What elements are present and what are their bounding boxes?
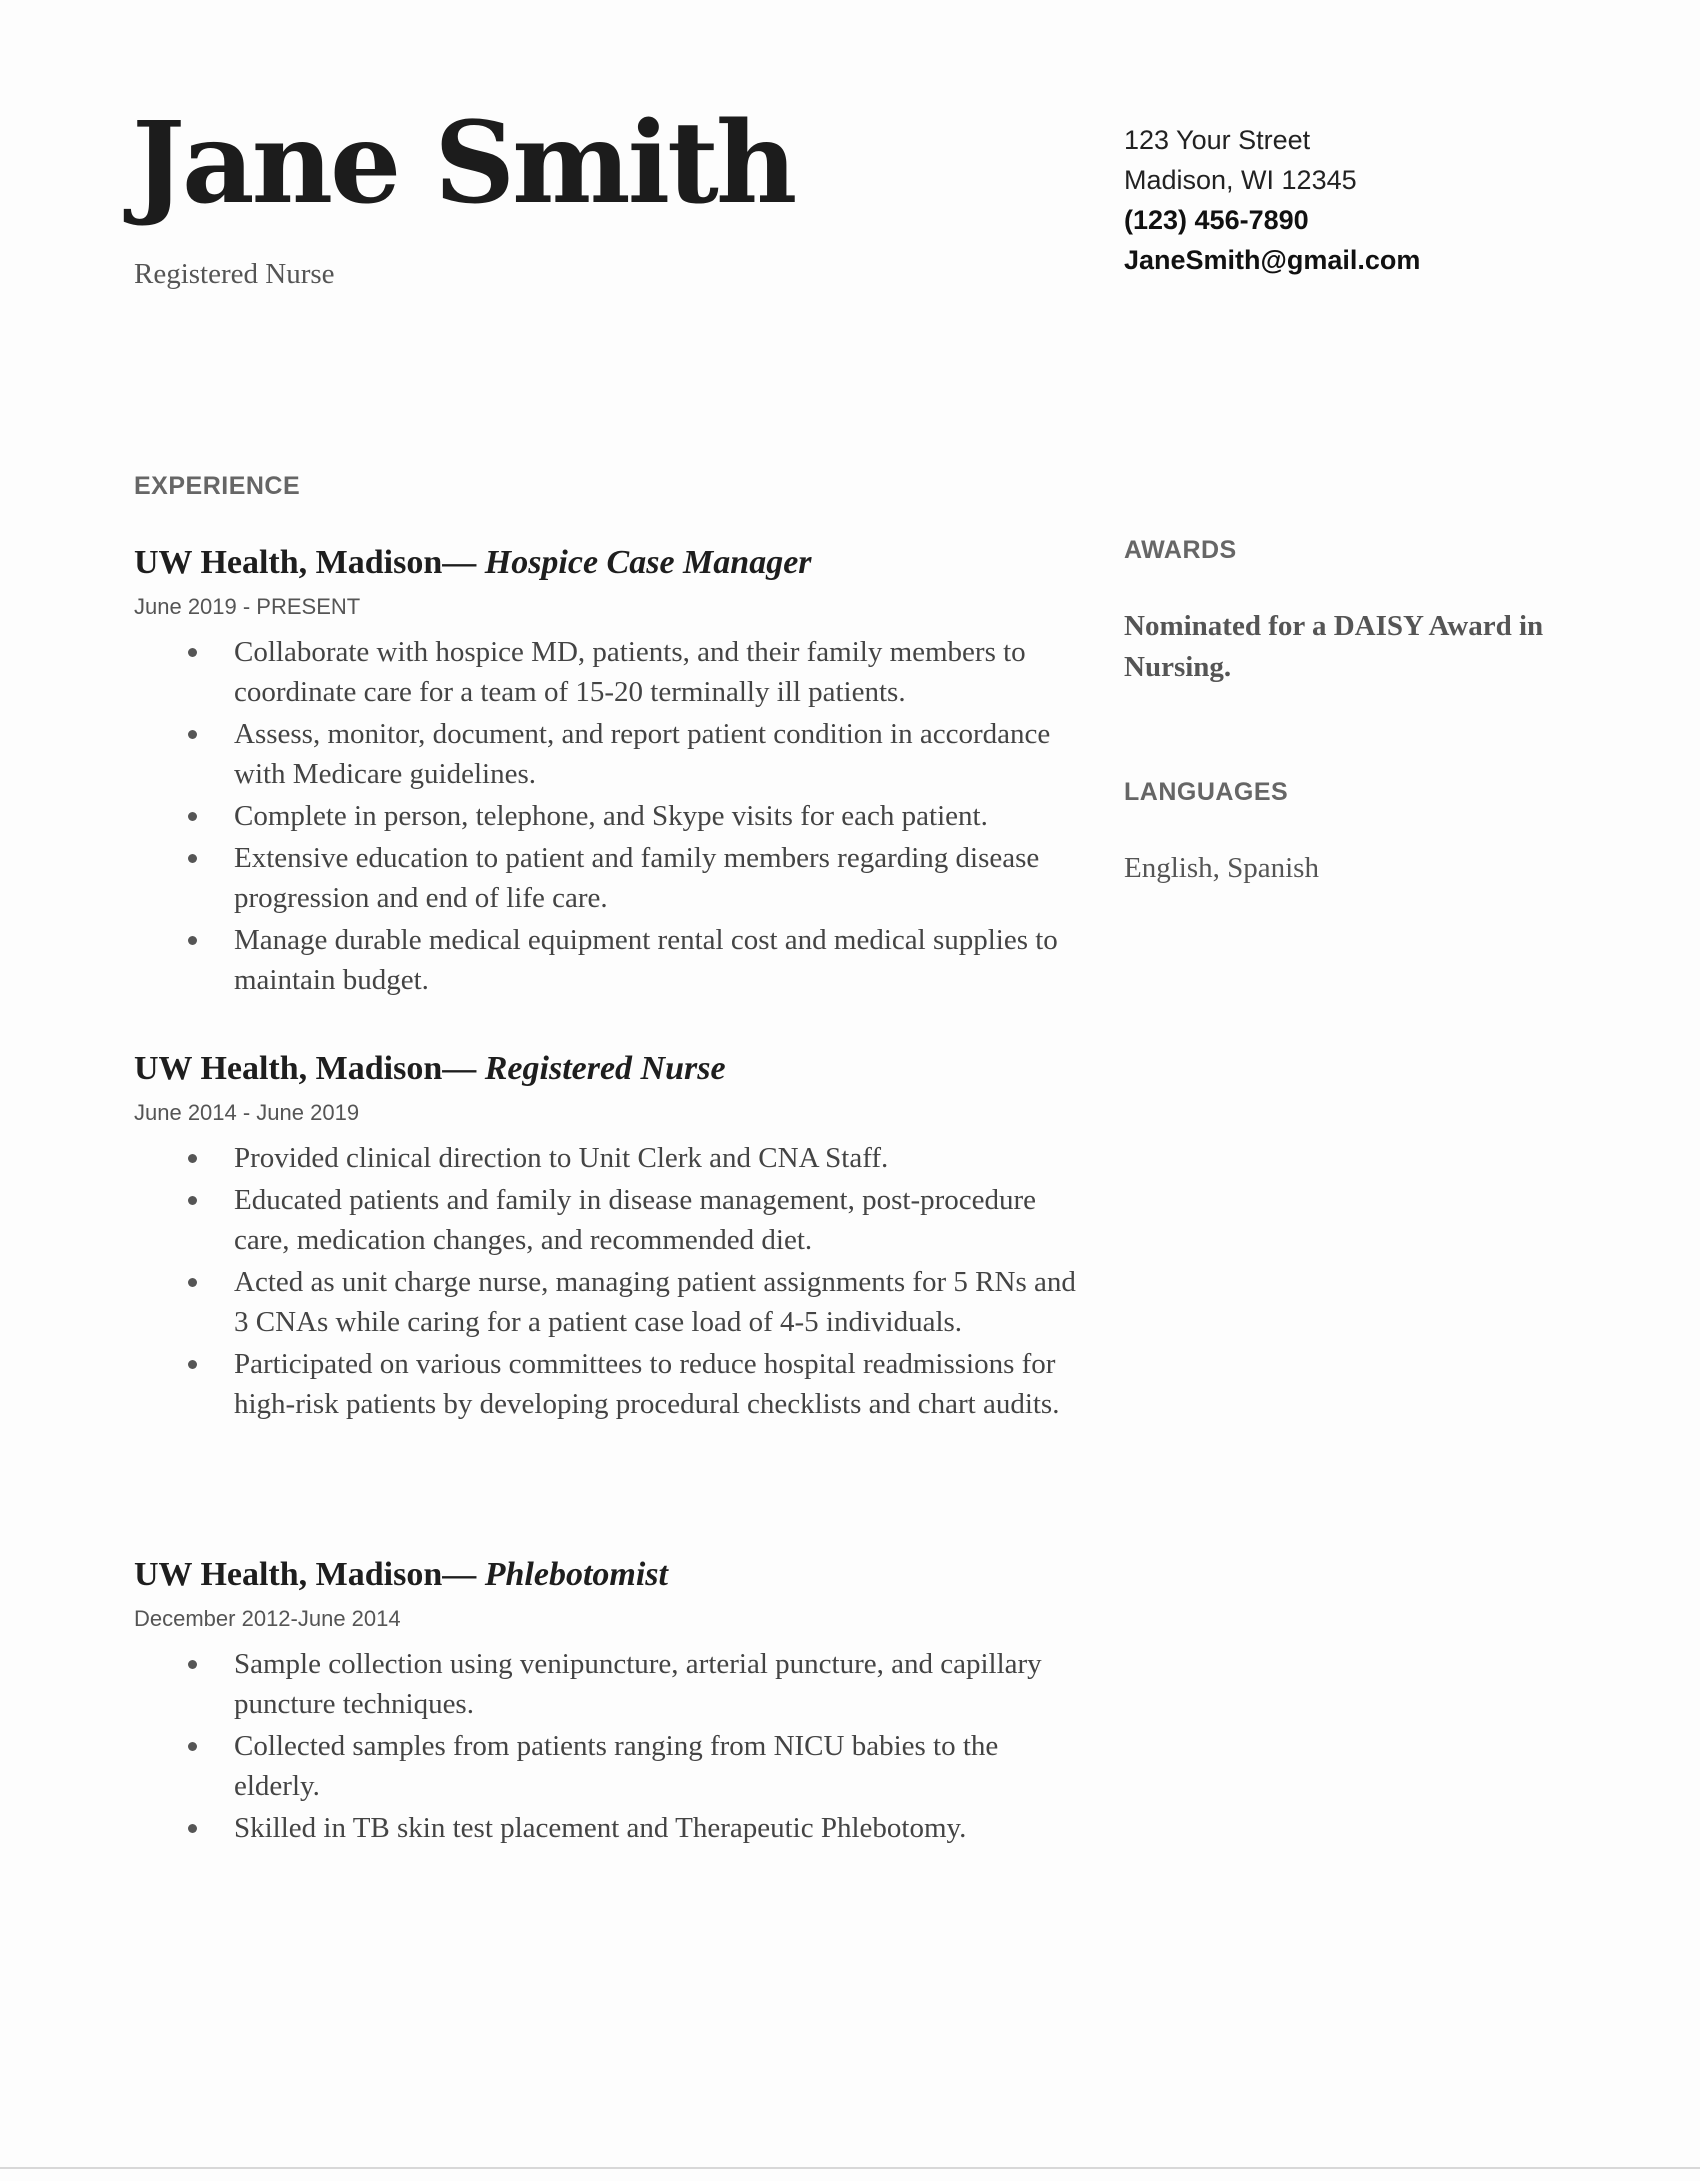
bullet-icon [188,730,197,739]
bullet-text: Complete in person, telephone, and Skype visits for each patient. [234,800,988,832]
list-item [134,1808,1084,1848]
list-item [134,632,1084,712]
contact-info [1124,120,1420,280]
job-bullets [134,632,1094,1000]
list-item [134,1344,1084,1424]
job-entry-phlebotomist [134,1556,1094,1850]
bullet-icon [188,1278,197,1287]
employer-name: UW Health, Madison— [134,1556,477,1593]
bullet-text: Acted as unit charge nurse, managing patient assignments for 5 RNs and 3 CNAs while caring for a patient case load of 4-5 individuals. [234,1266,1076,1338]
job-role: Phlebotomist [484,1556,668,1593]
job-entry-hospice [134,544,1094,1002]
candidate-title: Registered Nurse [134,258,335,290]
awards-heading: AWARDS [1124,536,1237,564]
bullet-icon [188,1824,197,1833]
bullet-icon [188,648,197,657]
list-item [134,838,1084,918]
address-line-1: 123 Your Street [1124,125,1311,155]
bullet-icon [188,1742,197,1751]
employer-name: UW Health, Madison— [134,544,477,581]
job-dates: June 2014 - June 2019 [134,1100,360,1125]
bullet-icon [188,1196,197,1205]
bullet-icon [188,1360,197,1369]
employer-name: UW Health, Madison— [134,1050,477,1087]
list-item [134,714,1084,794]
bullet-text: Extensive education to patient and family members regarding disease progression and end of life care. [234,842,1040,914]
list-item [134,1262,1084,1342]
bullet-text: Skilled in TB skin test placement and Therapeutic Phlebotomy. [234,1812,967,1844]
bullet-text: Participated on various committees to reduce hospital readmissions for high-risk patients by developing procedural checklists and chart audits. [234,1348,1060,1420]
bullet-text: Collaborate with hospice MD, patients, and their family members to coordinate care for a team of 15-20 terminally ill patients. [234,636,1026,708]
languages-heading: LANGUAGES [1124,778,1289,806]
list-item [134,1180,1084,1260]
job-bullets [134,1138,1094,1424]
list-item [134,796,1084,836]
experience-heading: EXPERIENCE [134,472,301,500]
bullet-icon [188,936,197,945]
job-bullets [134,1644,1094,1848]
bullet-text: Educated patients and family in disease management, post-procedure care, medication changes, and recommended diet. [234,1184,1037,1256]
list-item [134,1138,1084,1178]
job-dates: December 2012-June 2014 [134,1606,401,1631]
candidate-name: Jane Smith [132,98,795,229]
awards-text: Nominated for a DAISY Award in Nursing. [1124,610,1544,683]
bullet-text: Assess, monitor, document, and report patient condition in accordance with Medicare guidelines. [234,718,1051,790]
bullet-icon [188,854,197,863]
job-entry-registered-nurse [134,1050,1094,1426]
job-title [134,544,1094,582]
bullet-text: Sample collection using venipuncture, arterial puncture, and capillary puncture techniques. [234,1648,1042,1720]
job-dates: June 2019 - PRESENT [134,594,361,619]
job-title [134,1556,1094,1594]
bullet-text: Provided clinical direction to Unit Clerk and CNA Staff. [234,1142,889,1174]
list-item [134,1726,1084,1806]
job-title [134,1050,1094,1088]
bullet-icon [188,812,197,821]
languages-text: English, Spanish [1124,852,1319,884]
bullet-text: Manage durable medical equipment rental cost and medical supplies to maintain budget. [234,924,1058,996]
page-edge-divider [0,2167,1700,2169]
job-role: Hospice Case Manager [484,544,812,581]
job-role: Registered Nurse [484,1050,726,1087]
bullet-text: Collected samples from patients ranging from NICU babies to the elderly. [234,1730,999,1802]
list-item [134,1644,1084,1724]
phone-number: (123) 456-7890 [1124,205,1309,235]
list-item [134,920,1084,1000]
bullet-icon [188,1154,197,1163]
email-address: JaneSmith@gmail.com [1124,245,1421,275]
bullet-icon [188,1660,197,1669]
address-line-2: Madison, WI 12345 [1124,165,1357,195]
